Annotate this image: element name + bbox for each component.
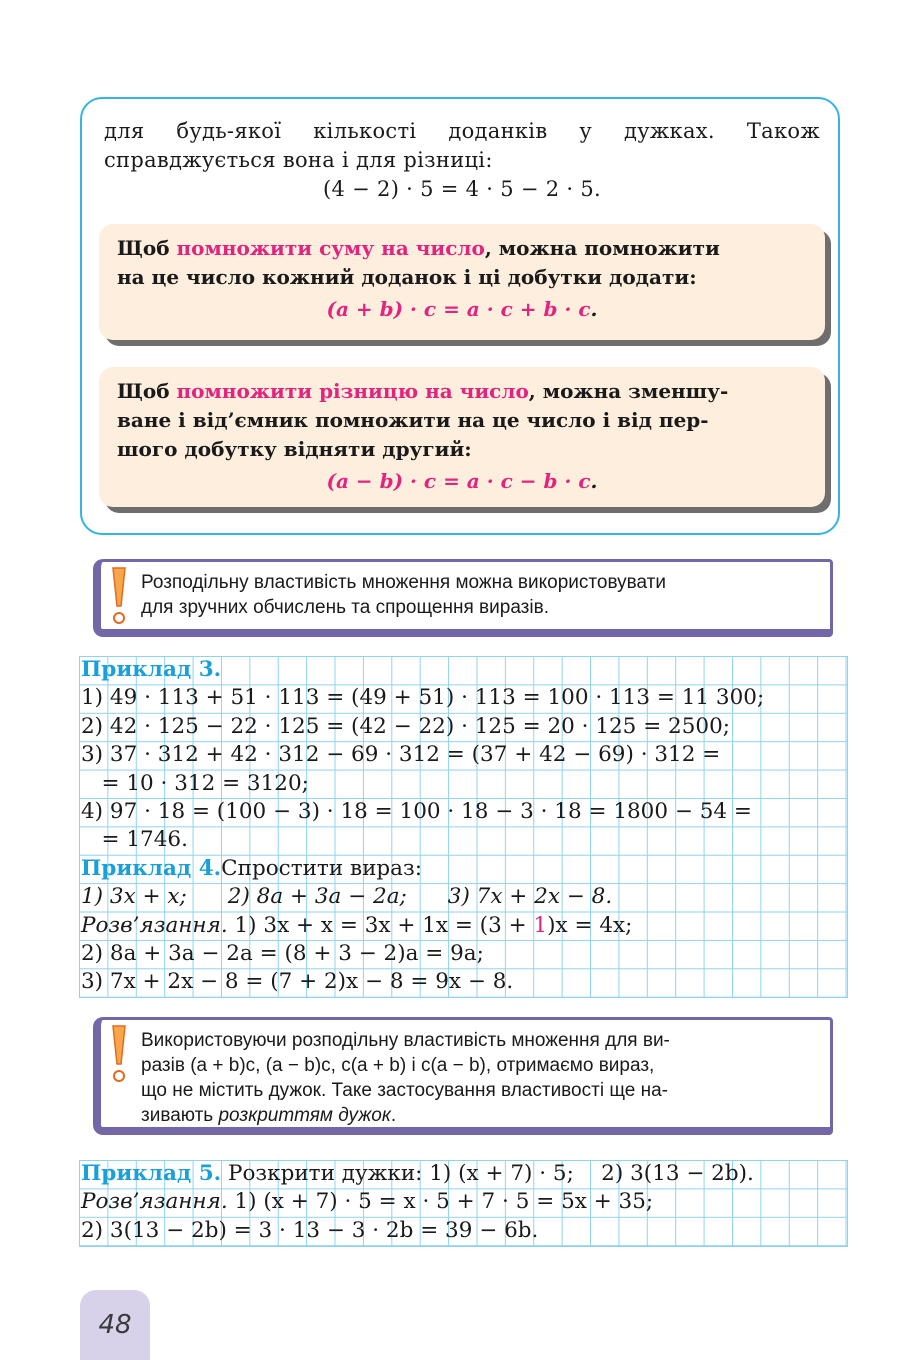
example-5-solution-2: 2) 3(13 − 2b) = 3 · 13 − 3 · 2b = 39 − 6b.	[81, 1217, 539, 1243]
note-1-line-2: для зручних обчислень та спрощення виразів.	[141, 597, 549, 618]
example-4-solution-3: 3) 7x + 2x − 8 = (7 + 2)x − 8 = 9x − 8.	[81, 969, 514, 995]
rule-sum-highlight: помножити суму на число	[176, 236, 485, 260]
word: кількості	[313, 119, 417, 143]
example-3-line: 1) 49 · 113 + 51 · 113 = (49 + 51) · 113 = 100 · 113 = 11 300;	[81, 685, 765, 711]
rule-sum-line-1	[117, 234, 807, 263]
example-4-heading	[79, 855, 847, 883]
intro-line-1	[104, 117, 820, 146]
rule-diff-formula	[117, 467, 807, 496]
example-3-title: Приклад 3.	[81, 657, 222, 682]
formula-text: (a + b) · c = a · c + b · c	[326, 297, 591, 321]
note-italic-term: розкриттям дужок	[218, 1105, 391, 1126]
rule-text: , можна помножити	[484, 236, 720, 260]
note-1-line-1: Розподільну властивість множення можна використовувати	[141, 572, 666, 593]
example-5-task: Розкрити дужки: 1) (x + 7) · 5; 2) 3(13 − 2b).	[221, 1161, 754, 1186]
solution-text: )x = 4x;	[547, 912, 633, 938]
example-5-solution-1	[79, 1188, 847, 1216]
intro-formula: (4 − 2) · 5 = 4 · 5 − 2 · 5.	[323, 177, 601, 201]
highlighted-one: 1	[533, 912, 548, 938]
example-4-title: Приклад 4.	[81, 855, 222, 881]
note-box-2	[93, 1017, 833, 1135]
formula-dot: .	[590, 469, 598, 493]
note-2-line-2: разів (a + b)c, (a − b)c, c(a + b) і c(a − b), отримаємо вираз,	[141, 1055, 655, 1076]
examples-grid	[79, 656, 848, 998]
exclamation-icon	[109, 1024, 129, 1084]
note-text: зивають	[141, 1105, 219, 1126]
example-5-heading	[79, 1160, 847, 1188]
word: доданків	[448, 119, 548, 143]
rule-sum-line-2: на це число кожний доданок і ці добутки додати:	[117, 265, 697, 289]
exclamation-icon	[109, 566, 129, 626]
intro-line-2: справджується вона і для різниці:	[104, 148, 493, 172]
note-box-1	[93, 559, 833, 637]
solution-text: 1) 3x + x = 3x + 1x = (3 +	[227, 912, 534, 938]
solution-label: Розв’язання.	[81, 1189, 228, 1215]
intro-text	[104, 117, 820, 204]
rule-diff-highlight: помножити різницю на число	[176, 379, 529, 403]
rule-sum-box	[99, 224, 825, 340]
rules-frame	[80, 97, 840, 535]
example-4-task: Спростити вираз:	[221, 855, 422, 881]
solution-text: 1) (x + 7) · 5 = x · 5 + 7 · 5 = 5x + 35;	[227, 1189, 654, 1215]
word: Також	[746, 119, 820, 143]
example-3-line: = 1746.	[81, 827, 188, 853]
note-2-line-1: Використовуючи розподільну властивість множення для ви-	[141, 1030, 670, 1051]
example-5-title: Приклад 5.	[81, 1161, 222, 1186]
solution-label: Розв’язання.	[81, 912, 228, 938]
note-text: .	[390, 1105, 397, 1126]
rule-sum-formula	[117, 295, 807, 324]
page-number: 48	[80, 1290, 150, 1360]
rule-diff-box	[99, 367, 825, 507]
word: у	[579, 119, 593, 143]
rule-text: , можна зменшу-	[528, 379, 729, 403]
formula-text: (a − b) · c = a · c − b · c	[326, 469, 591, 493]
formula-dot: .	[590, 297, 598, 321]
example-5-grid	[79, 1160, 848, 1247]
example-3-line: 3) 37 · 312 + 42 · 312 − 69 · 312 = (37 + 42 − 69) · 312 =	[81, 742, 721, 768]
example-3-line: 4) 97 · 18 = (100 − 3) · 18 = 100 · 18 − 3 · 18 = 1800 − 54 =	[81, 798, 752, 824]
word: будь-якої	[176, 119, 282, 143]
example-4-solution-1	[79, 912, 847, 940]
note-2-line-3: що не містить дужок. Таке застосування властивості ще на-	[141, 1080, 668, 1101]
rule-text: Щоб	[117, 236, 177, 260]
example-3-line: 2) 42 · 125 − 22 · 125 = (42 − 22) · 125 = 20 · 125 = 2500;	[81, 713, 730, 739]
rule-diff-line-2: ване і від’ємник помножити на це число і від пер-	[117, 408, 709, 432]
rule-text: Щоб	[117, 379, 177, 403]
word: дужках.	[624, 119, 715, 143]
example-4-items: 1) 3x + x; 2) 8a + 3a − 2a; 3) 7x + 2x − 8.	[81, 884, 613, 910]
example-4-solution-2: 2) 8a + 3a − 2a = (8 + 3 − 2)a = 9a;	[81, 940, 484, 966]
example-3-line: = 10 · 312 = 3120;	[81, 770, 309, 796]
note-2-line-4	[141, 1103, 820, 1128]
rule-diff-line-3: шого добутку відняти другий:	[117, 437, 472, 461]
rule-diff-line-1	[117, 377, 807, 406]
word: для	[104, 119, 145, 143]
